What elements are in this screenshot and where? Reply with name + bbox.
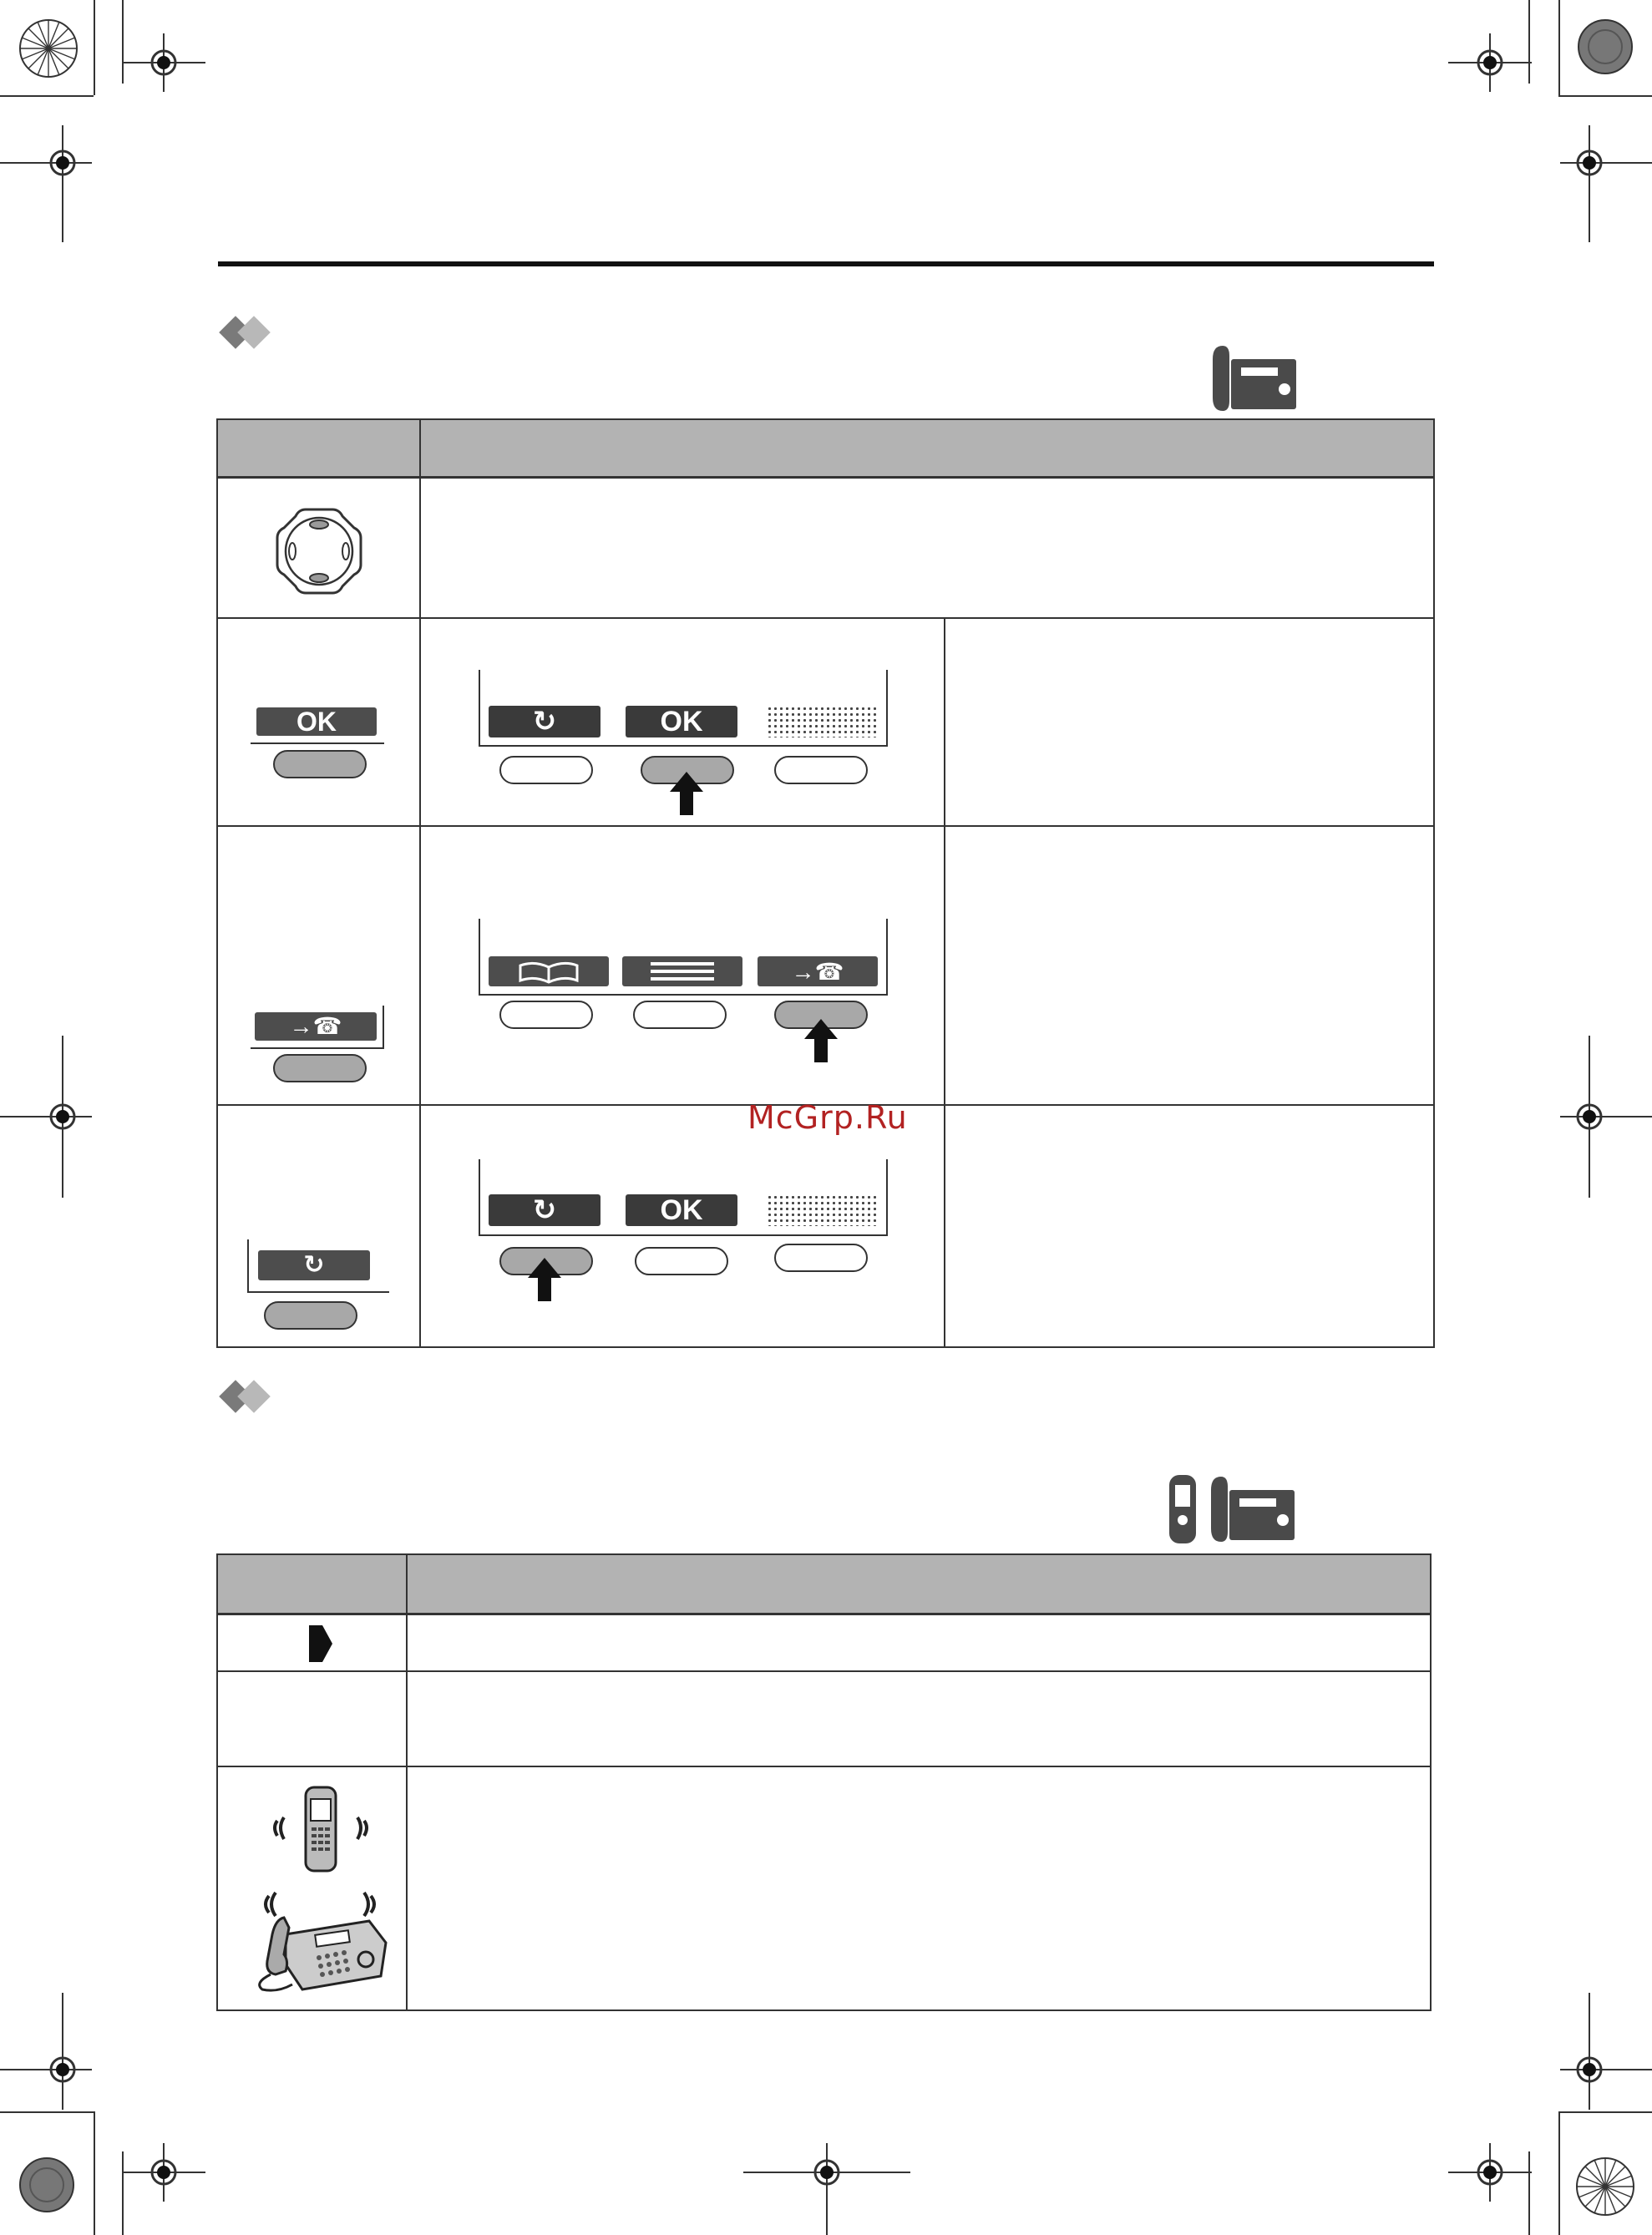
- softkey-transfer-label: →☎: [758, 956, 878, 986]
- back-key-label: ↻: [258, 1250, 370, 1280]
- softkey-menu-label: [622, 956, 742, 986]
- arrow-up-icon: [804, 1019, 838, 1062]
- softkey-ok-label: OK: [626, 706, 737, 737]
- softkey-back-label: ↻: [489, 706, 600, 737]
- right-soft-key: [774, 756, 868, 784]
- registration-mark-icon: [1448, 33, 1532, 92]
- softkey-back-label: ↻: [489, 1194, 600, 1226]
- softkey-ok-label: OK: [626, 1194, 737, 1226]
- middle-soft-key: [635, 1247, 728, 1275]
- registration-mark-icon: [0, 125, 92, 242]
- arrow-right-icon: [307, 1624, 334, 1664]
- ringing-handset-icon: [271, 1784, 371, 1874]
- gray-circle-mark-icon: [1575, 17, 1635, 77]
- ringing-base-unit-icon: [252, 1884, 388, 1993]
- arrow-up-icon: [670, 772, 703, 815]
- ok-key-label: OK: [256, 707, 377, 736]
- header-rule: [218, 261, 1434, 266]
- registration-mark-icon: [1560, 1993, 1652, 2110]
- registration-mark-icon: [0, 1993, 92, 2110]
- handset-icon: [1166, 1473, 1199, 1545]
- starburst-mark-icon: [17, 17, 80, 80]
- right-soft-key: [774, 1244, 868, 1272]
- registration-mark-icon: [1560, 1036, 1652, 1198]
- table-header: [218, 1555, 1430, 1615]
- navigator-key-icon: [276, 508, 362, 595]
- registration-mark-icon: [1560, 125, 1652, 242]
- softkey-phonebook-label: [489, 956, 609, 986]
- registration-mark-icon: [122, 2143, 205, 2202]
- symbol-table: [216, 1553, 1432, 2011]
- menu-icon: [649, 959, 716, 984]
- gray-circle-mark-icon: [17, 2155, 77, 2215]
- starburst-mark-icon: [1573, 2155, 1637, 2218]
- soft-key-button: [264, 1301, 357, 1330]
- arrow-up-icon: [528, 1258, 561, 1301]
- book-icon: [515, 959, 582, 984]
- softkey-blank-label: [767, 1194, 879, 1226]
- left-soft-key: [499, 1001, 593, 1029]
- soft-key-button: [273, 750, 367, 778]
- softkey-blank-label: [767, 706, 879, 737]
- base-unit-icon: [1209, 1473, 1298, 1545]
- registration-mark-icon: [743, 2143, 910, 2235]
- transfer-key-label: →☎: [255, 1012, 377, 1041]
- soft-key-button: [273, 1054, 367, 1082]
- left-soft-key: [499, 756, 593, 784]
- base-unit-icon: [1211, 342, 1300, 414]
- registration-mark-icon: [122, 33, 205, 92]
- registration-mark-icon: [0, 1036, 92, 1198]
- watermark: McGrp.Ru: [747, 1099, 908, 1136]
- middle-soft-key: [633, 1001, 727, 1029]
- registration-mark-icon: [1448, 2143, 1532, 2202]
- table-header: [218, 420, 1433, 479]
